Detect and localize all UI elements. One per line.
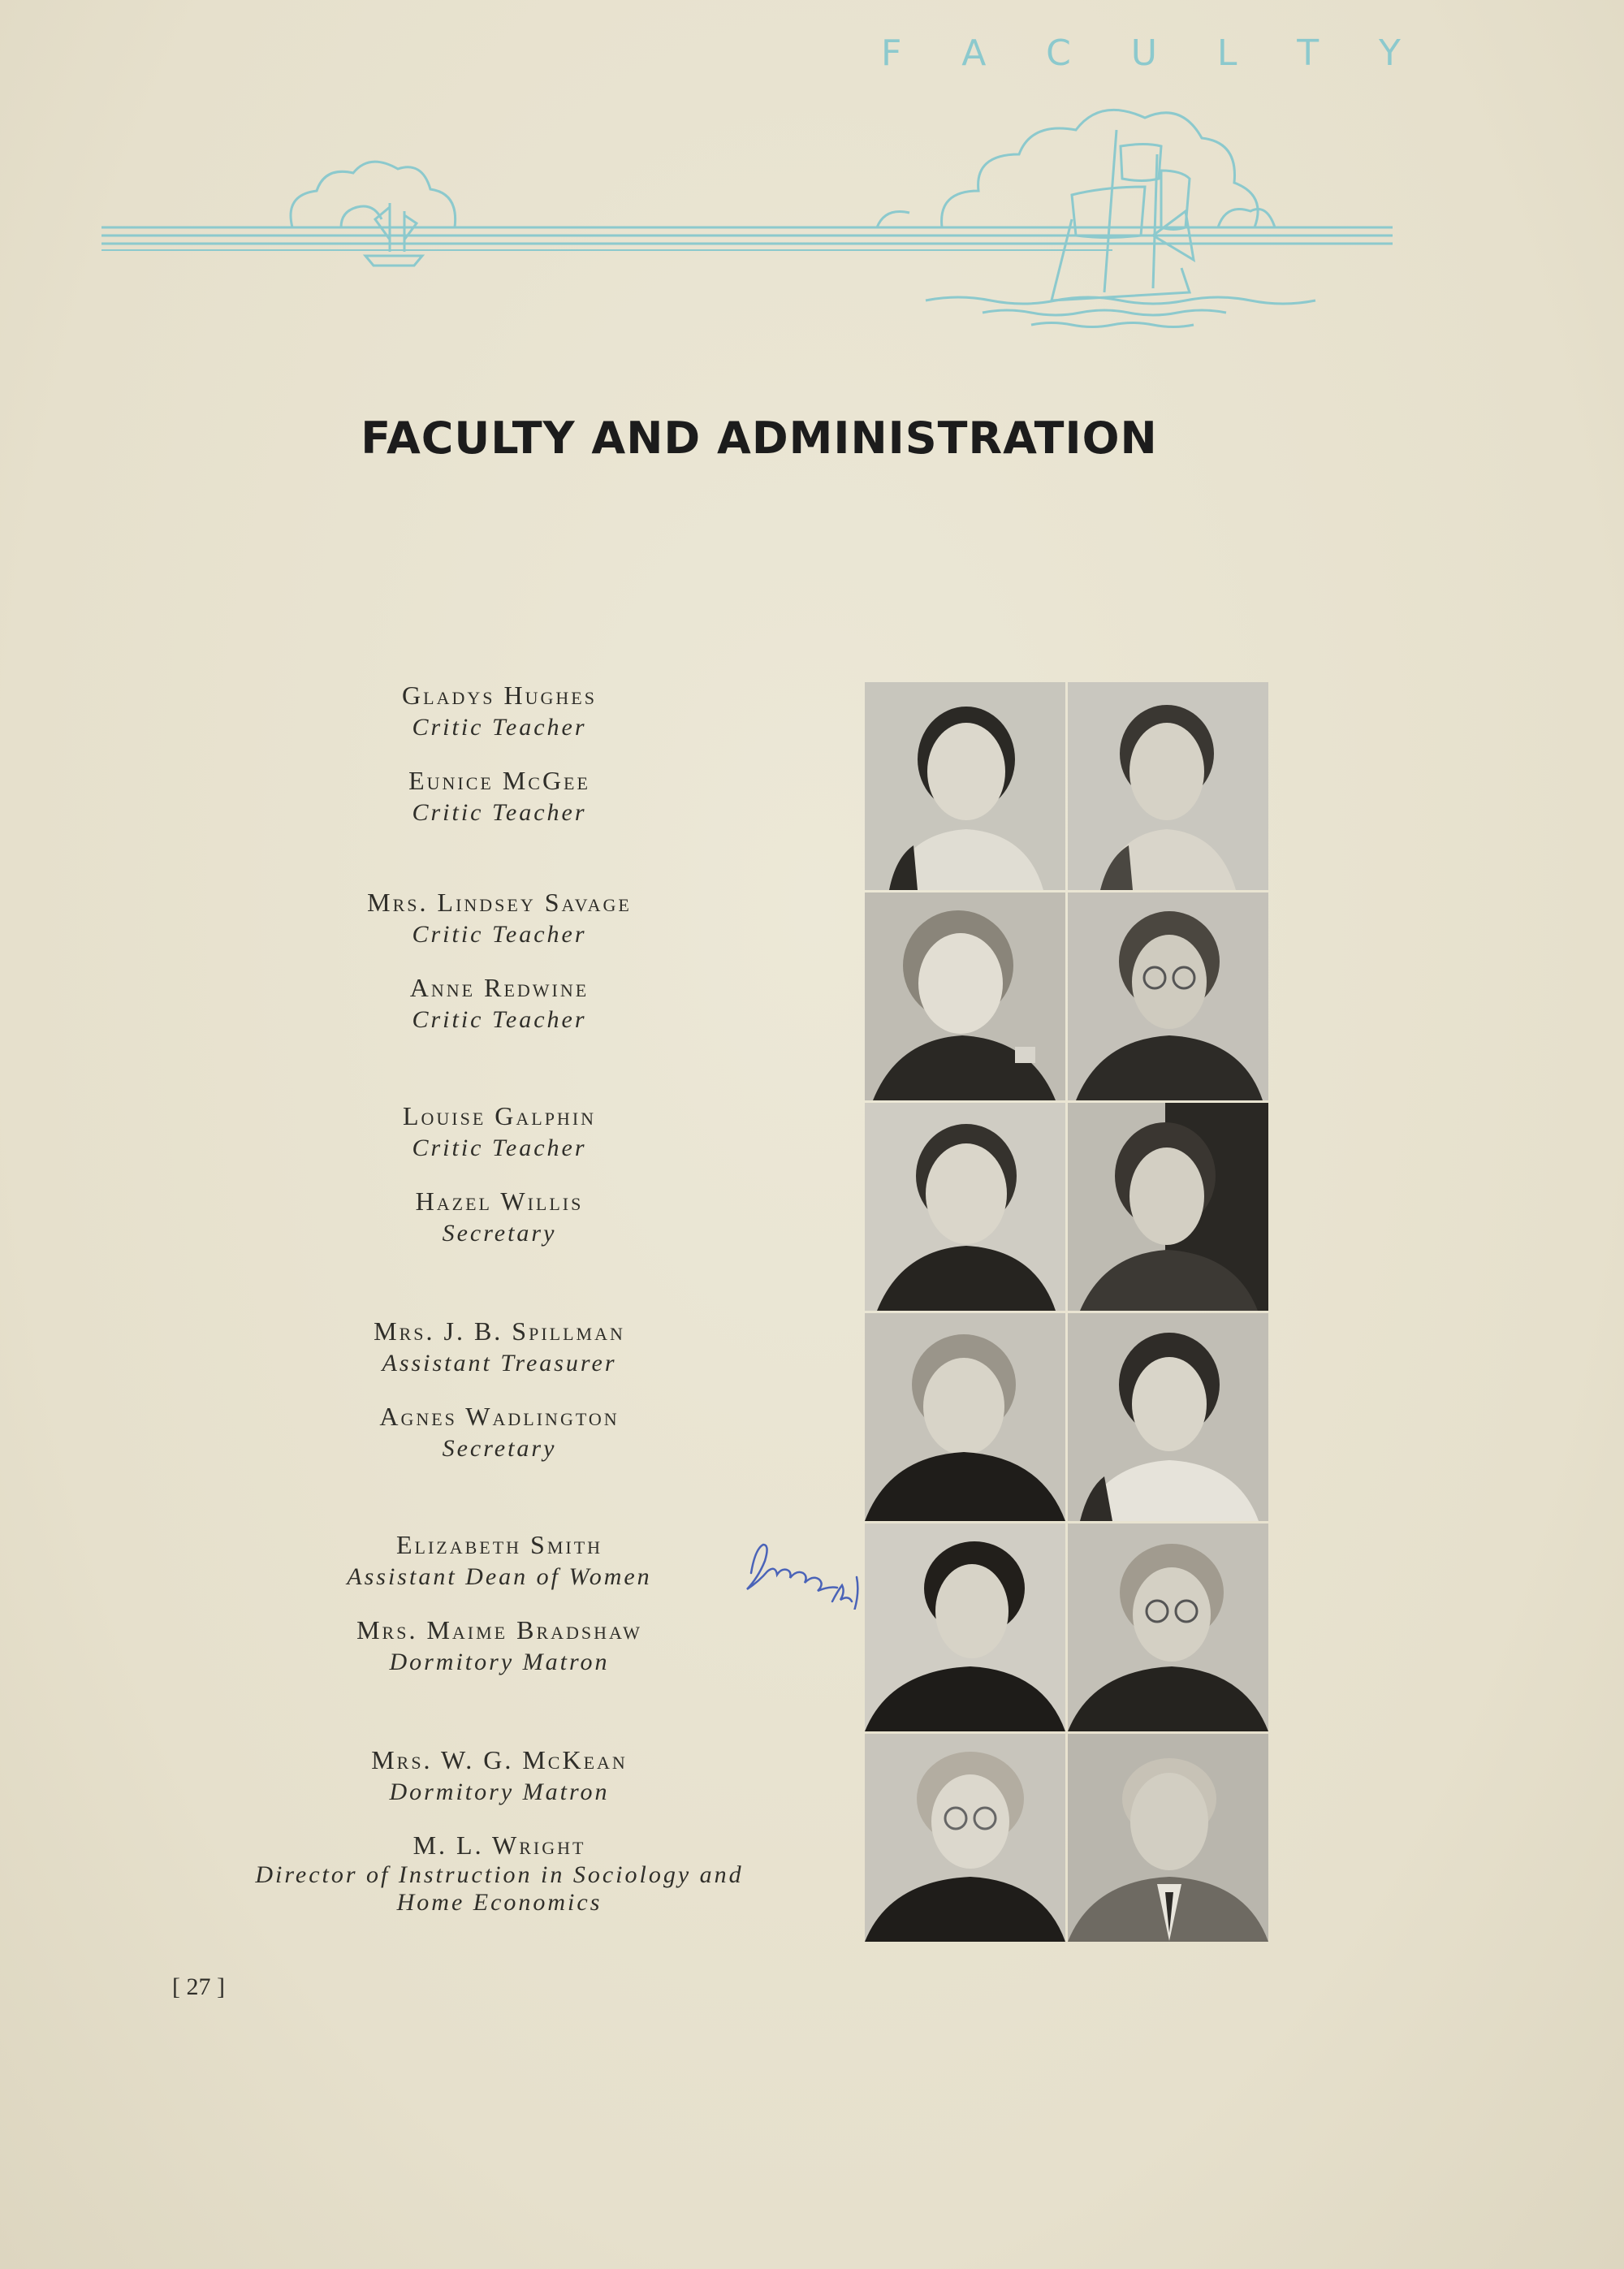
staff-role: Secretary xyxy=(442,1220,557,1247)
portrait-photo xyxy=(865,1523,1065,1731)
staff-role: Secretary xyxy=(442,1435,557,1462)
running-head xyxy=(881,32,1401,74)
staff-name: Mrs. J. B. Spillman xyxy=(374,1316,625,1346)
staff-name: Agnes Wadlington xyxy=(379,1402,620,1431)
staff-entry xyxy=(187,1528,812,1593)
portrait-grid xyxy=(865,682,1276,1942)
portrait-photo xyxy=(865,682,1065,890)
portrait-photo xyxy=(865,1313,1065,1521)
portrait-photo xyxy=(1068,1103,1268,1311)
staff-name: Eunice McGee xyxy=(408,766,590,795)
portrait-photo xyxy=(865,1103,1065,1311)
staff-entry xyxy=(187,1100,812,1165)
portrait-photo xyxy=(1068,1734,1268,1942)
staff-entry xyxy=(187,764,812,829)
staff-entry xyxy=(187,1829,812,1917)
staff-role: Assistant Dean of Women xyxy=(347,1563,652,1590)
running-head-letter: L xyxy=(1216,32,1237,74)
staff-name: Hazel Willis xyxy=(415,1186,584,1216)
portrait-photo xyxy=(865,892,1065,1100)
staff-role: Dormitory Matron xyxy=(389,1649,610,1675)
page-title: FACULTY AND ADMINISTRATION xyxy=(361,413,1158,464)
ship-clouds-banner-illustration xyxy=(97,97,1397,390)
staff-entry xyxy=(187,1614,812,1679)
running-head-letter: T xyxy=(1297,32,1320,74)
staff-entry xyxy=(187,1185,812,1250)
staff-role: Critic Teacher xyxy=(412,921,587,948)
staff-name: Mrs. Maime Bradshaw xyxy=(356,1615,642,1644)
staff-role: Director of Instruction in Sociology and Home Economics xyxy=(255,1861,744,1916)
staff-name: M. L. Wright xyxy=(412,1830,586,1860)
staff-role: Dormitory Matron xyxy=(389,1778,610,1805)
staff-entry xyxy=(187,1744,812,1809)
staff-entry xyxy=(187,971,812,1036)
running-head-letter: C xyxy=(1046,32,1071,74)
staff-name: Mrs. Lindsey Savage xyxy=(367,888,632,917)
staff-role: Assistant Treasurer xyxy=(382,1350,617,1377)
running-head-letter: A xyxy=(961,32,987,74)
staff-role: Critic Teacher xyxy=(412,1006,587,1033)
running-head-letter: U xyxy=(1130,32,1157,74)
staff-role: Critic Teacher xyxy=(412,1134,587,1161)
staff-entry xyxy=(187,1400,812,1465)
staff-entry xyxy=(187,679,812,744)
staff-name: Mrs. W. G. McKean xyxy=(371,1745,628,1774)
portrait-photo xyxy=(865,1734,1065,1942)
staff-name: Anne Redwine xyxy=(409,973,590,1002)
staff-role: Critic Teacher xyxy=(412,714,587,741)
portrait-photo xyxy=(1068,1313,1268,1521)
running-head-letter: F xyxy=(881,32,902,74)
portrait-photo xyxy=(1068,892,1268,1100)
running-head-letter: Y xyxy=(1379,32,1401,74)
page-number: [ 27 ] xyxy=(172,1973,225,2000)
portrait-photo xyxy=(1068,1523,1268,1731)
handwritten-pencil-annotation xyxy=(735,1528,873,1610)
staff-entry xyxy=(187,1315,812,1380)
staff-name: Gladys Hughes xyxy=(402,681,597,710)
portrait-photo xyxy=(1068,682,1268,890)
staff-name: Louise Galphin xyxy=(402,1101,597,1130)
staff-role: Critic Teacher xyxy=(412,799,587,826)
staff-entry xyxy=(187,886,812,951)
staff-name: Elizabeth Smith xyxy=(395,1530,603,1559)
names-column xyxy=(187,679,812,1917)
